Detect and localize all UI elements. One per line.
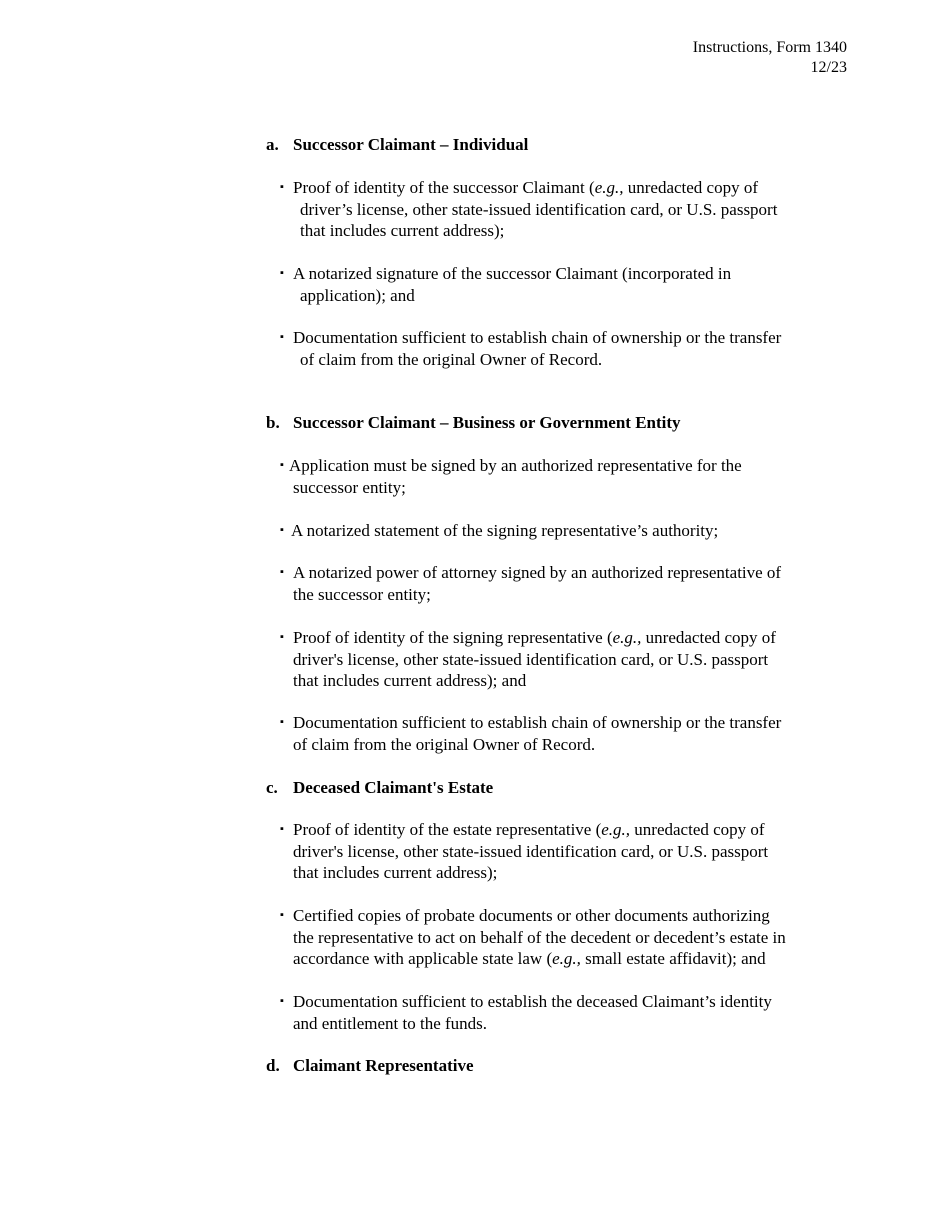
bullet-icon: ▪ [280,459,284,471]
item-text: application); and [300,285,415,305]
item-text: Proof of identity of the signing representative ( [293,628,613,647]
section-a-heading [266,134,528,155]
item-text-italic: e.g., [594,178,624,197]
section-c-heading [266,777,493,798]
section-d-heading [266,1055,474,1076]
item-text: that includes current address); [300,221,505,240]
list-item [280,327,781,370]
item-text: Documentation sufficient to establish chain of ownership or the transfer [293,328,782,347]
bullet-icon: ▪ [280,995,284,1007]
item-text: that includes current address); and [293,671,527,690]
list-item [280,520,718,542]
item-text-italic: e.g., [552,949,581,968]
bullet-icon: ▪ [280,716,284,728]
item-text: A notarized statement of the signing representative’s authority; [291,521,719,540]
item-text: Documentation sufficient to establish chain of ownership or the transfer [293,713,782,732]
item-text: small estate affidavit); and [580,949,766,968]
bullet-icon: ▪ [280,181,284,193]
section-title: Successor Claimant – Individual [293,135,529,154]
item-text: the successor entity; [293,584,431,604]
section-letter: b. [266,413,280,432]
item-text: driver's license, other state-issued identification card, or U.S. passport [293,649,769,669]
bullet-icon: ▪ [280,566,284,578]
item-text: A notarized signature of the successor Claimant (incorporated in [293,264,732,283]
section-letter: c. [266,778,278,797]
list-item [280,712,781,755]
item-text-italic: e.g., [612,628,642,647]
section-letter: a. [266,135,279,154]
section-title: Successor Claimant – Business or Government Entity [293,413,681,432]
bullet-icon: ▪ [280,631,284,643]
bullet-icon: ▪ [280,909,284,921]
item-text: unredacted copy of [630,820,765,839]
list-item [280,263,731,306]
item-text: of claim from the original Owner of Record. [293,734,596,754]
section-title: Deceased Claimant's Estate [293,778,494,797]
section-letter: d. [266,1056,280,1075]
list-item [280,991,772,1034]
item-text: and entitlement to the funds. [293,1013,488,1033]
list-item [280,177,777,242]
item-text: Proof of identity of the successor Claimant ( [293,178,595,197]
bullet-icon: ▪ [280,267,284,279]
item-text: Proof of identity of the estate representative ( [293,820,602,839]
item-text: driver’s license, other state-issued identification card, or U.S. passport [300,199,778,219]
item-text: unredacted copy of [623,178,759,197]
item-text: A notarized power of attorney signed by an authorized representative of [293,563,782,582]
item-text: that includes current address); [293,863,498,882]
list-item [280,455,742,498]
bullet-icon: ▪ [280,823,284,835]
item-text: Application must be signed by an authorized representative for the [289,456,742,475]
item-text: accordance with applicable state law ( [293,949,553,968]
form-date: 12/23 [810,59,847,76]
item-text: Certified copies of probate documents or other documents authorizing [293,906,770,925]
bullet-icon: ▪ [280,524,284,536]
item-text: unredacted copy of [641,628,776,647]
bullet-icon: ▪ [280,331,284,343]
section-b-heading [266,412,681,433]
list-item [280,627,776,692]
item-text: successor entity; [293,477,406,497]
list-item [280,562,781,605]
item-text-italic: e.g., [601,820,631,839]
item-text: the representative to act on behalf of the decedent or decedent’s estate in [293,927,786,947]
page-header [693,38,847,78]
item-text: Documentation sufficient to establish the deceased Claimant’s identity [293,992,772,1011]
form-title: Instructions, Form 1340 [692,39,847,56]
section-title: Claimant Representative [293,1056,474,1075]
item-text: driver's license, other state-issued identification card, or U.S. passport [293,841,769,861]
item-text: of claim from the original Owner of Record. [300,349,603,369]
list-item [280,905,786,970]
list-item [280,819,768,884]
